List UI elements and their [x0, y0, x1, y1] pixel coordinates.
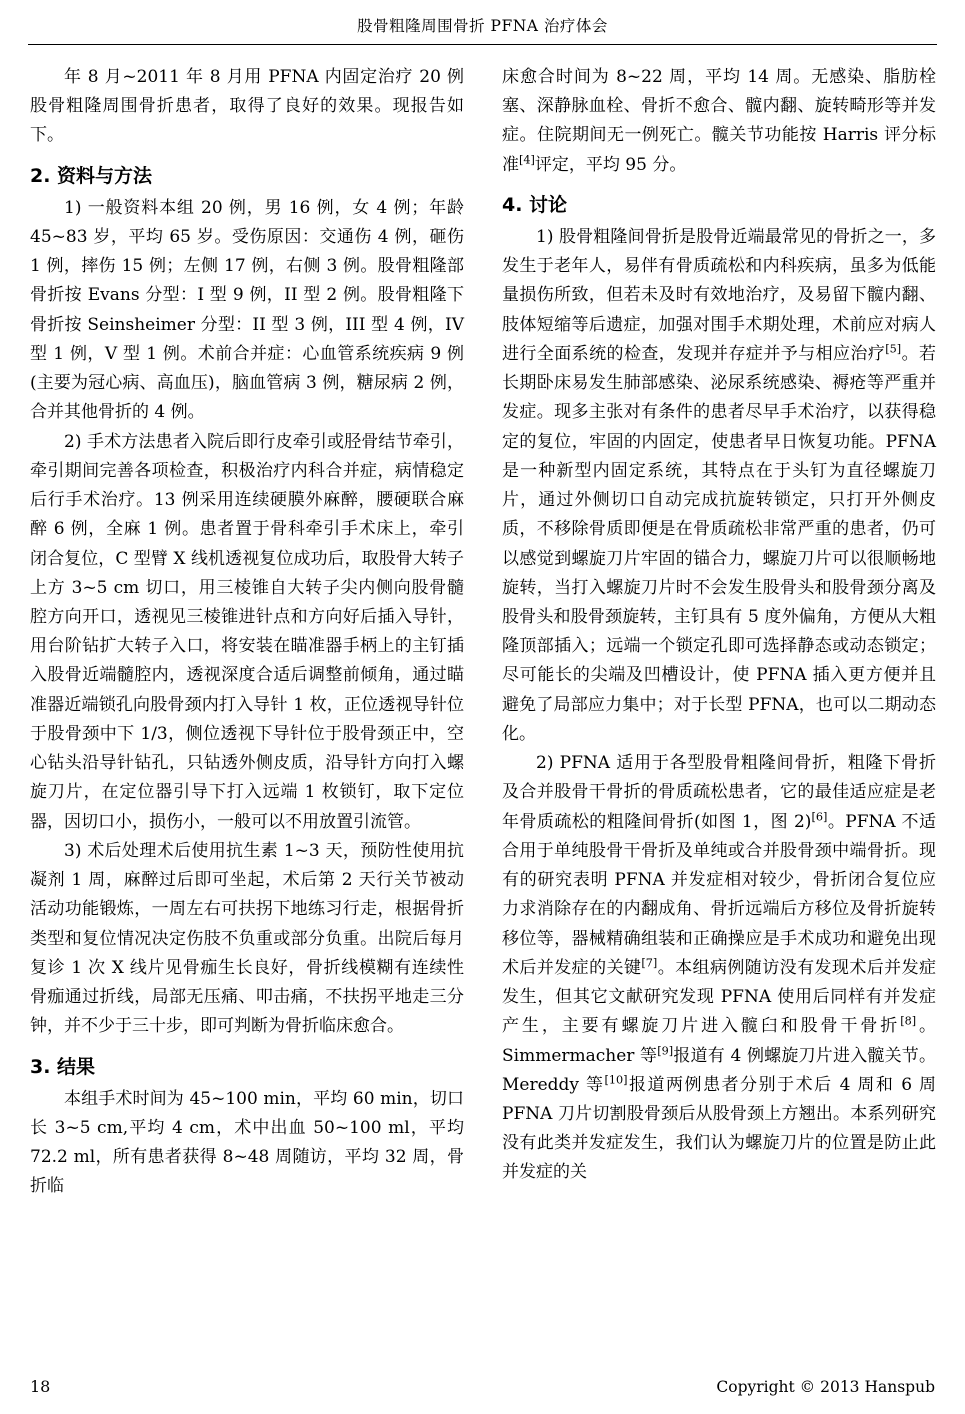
para-3-1-results: 本组手术时间为 45~100 min，平均 60 min，切口长 3~5 cm,平均 4 cm，术中出血 50~100 ml，平均 72.2 ml，所有患者获得 8~48 周随访，平均 32 周，骨折临 — [30, 1088, 464, 1197]
page-number: 18 — [30, 1377, 51, 1396]
section-heading-3: 3. 结果 — [30, 1055, 96, 1078]
two-column-body — [0, 45, 965, 1201]
left-column — [30, 63, 464, 1201]
copyright-notice: Copyright © 2013 Hanspub — [716, 1378, 935, 1396]
para-2-2-surgical-method: 2) 手术方法患者入院后即行皮牵引或胫骨结节牵引，牵引期间完善各项检查，积极治疗内科合并症，病情稳定后行手术治疗。13 例采用连续硬膜外麻醉，腰硬联合麻醉 6 例，全麻 1 例。患者置于骨科牵引手术床上，牵引闭合复位，C 型臂 X 线机透视复位成功后，取股骨大转子上方 3~5 cm 切口，用三棱锥自大转子尖内侧向股骨髓腔方向开口，透视见三棱锥进针点和方向好后插入导针，用台阶钻扩大转子入口，将安装在瞄准器手柄上的主钉插入股骨近端髓腔内，透视深度合适后调整前倾角，通过瞄准器近端锁孔向股骨颈内打入导针 1 枚，正位透视导针位于股骨颈中下 1/3，侧位透视下导针位于股骨颈正中，空心钻头沿导针钻孔，只钻透外侧皮质，沿导针方向打入螺旋刀片，在定位器引导下打入远端 1 枚锁钉，取下定位器，因切口小，损伤小，一般可以不用放置引流管。 — [30, 431, 464, 832]
para-4-2-indications: 2) PFNA 适用于各型股骨粗隆间骨折，粗隆下骨折及合并股骨干骨折的骨质疏松患者，它的最佳适应症是老年骨质疏松的粗隆间骨折(如图 1，图 2)[6]。PFNA 不适合用于单纯股骨干骨折及单纯或合并股骨颈中端骨折。现有的研究表明 PFNA 并发症相对较少，骨折闭合复位应力求消除存在的内翻成角、骨折远端后方移位及骨折旋转移位等，器械精确组装和正确操应是手术成功和避免出现术后并发症的关键[7]。本组病例随访没有发现术后并发症发生，但其它文献研究发现 PFNA 使用后同样有并发症产生，主要有螺旋刀片进入髋臼和股骨干骨折[8]。Simmermacher 等[9]报道有 4 例螺旋刀片进入髋关节。Mereddy 等[10]报道两例患者分别于术后 4 周和 6 周 PFNA 刀片切割股骨颈后从股骨颈上方翘出。本系列研究没有此类并发症发生，我们认为螺旋刀片的位置是防止此并发症的关 — [502, 753, 937, 1183]
page-footer — [0, 1377, 965, 1396]
para-4-1-discussion: 1) 股骨粗隆间骨折是股骨近端最常见的骨折之一，多发生于老年人，易伴有骨质疏松和内科疾病，虽多为低能量损伤所致，但若未及时有效地治疗，及易留下髋内翻、肢体短缩等后遗症，加强对围手术期处理，术前应对病人进行全面系统的检查，发现并存症并予与相应治疗[5]。若长期卧床易发生肺部感染、泌尿系统感染、褥疮等严重并发症。现多主张对有条件的患者尽早手术治疗，以获得稳定的复位，牢固的内固定，使患者早日恢复功能。PFNA 是一种新型内固定系统，其特点在于头钉为直径螺旋刀片，通过外侧切口自动完成抗旋转锁定，只打开外侧皮质，不移除骨质即便是在骨质疏松非常严重的患者，仍可以感觉到螺旋刀片牢固的锚合力，螺旋刀片可以很顺畅地旋转，当打入螺旋刀片时不会发生股骨头和股骨颈分离及股骨头和股骨颈旋转，主钉具有 5 度外偏角，方便从大粗隆顶部插入；远端一个锁定孔即可选择静态或动态锁定；尽可能长的尖端及凹槽设计，使 PFNA 插入更方便并且避免了局部应力集中；对于长型 PFNA，也可以二期动态化。 — [502, 226, 937, 744]
para-3-2-results-continued: 床愈合时间为 8~22 周，平均 14 周。无感染、脂肪栓塞、深静脉血栓、骨折不愈合、髋内翻、旋转畸形等并发症。住院期间无一例死亡。髋关节功能按 Harris 评分标准[4]评定，平均 95 分。 — [502, 67, 936, 175]
section-heading-2: 2. 资料与方法 — [30, 164, 153, 187]
running-head: 股骨粗隆周围骨折 PFNA 治疗体会 — [357, 17, 608, 35]
section-heading-4: 4. 讨论 — [502, 193, 568, 216]
para-intro-continued: 年 8 月~2011 年 8 月用 PFNA 内固定治疗 20 例股骨粗隆周围骨折患者，取得了良好的效果。现报告如下。 — [30, 67, 464, 146]
right-column — [502, 63, 936, 1201]
para-2-1-general-data: 1) 一般资料本组 20 例，男 16 例，女 4 例；年龄 45~83 岁，平均 65 岁。受伤原因：交通伤 4 例，砸伤 1 例，摔伤 15 例；左侧 17 例，右侧 3 例。股骨粗隆部骨折按 Evans 分型：I 型 9 例，II 型 2 例。股骨粗隆下骨折按 Seinsheimer 分型：II 型 3 例，III 型 4 例，IV 型 1 例，V 型 1 例。术前合并症：心血管系统疾病 9 例(主要为冠心病、高血压)，脑血管病 3 例，糖尿病 2 例，合并其他骨折的 4 例。 — [30, 197, 464, 423]
para-2-3-postop-management: 3) 术后处理术后使用抗生素 1~3 天，预防性使用抗凝剂 1 周，麻醉过后即可坐起，术后第 2 天行关节被动活动功能锻炼，一周左右可扶拐下地练习行走，根据骨折类型和复位情况决定伤肢不负重或部分负重。出院后每月复诊 1 次 X 线片见骨痂生长良好，骨折线模糊有连续性骨痂通过折线，局部无压痛、叩击痛，不扶拐平地走三分钟，并不少于三十步，即可判断为骨折临床愈合。 — [30, 840, 464, 1037]
